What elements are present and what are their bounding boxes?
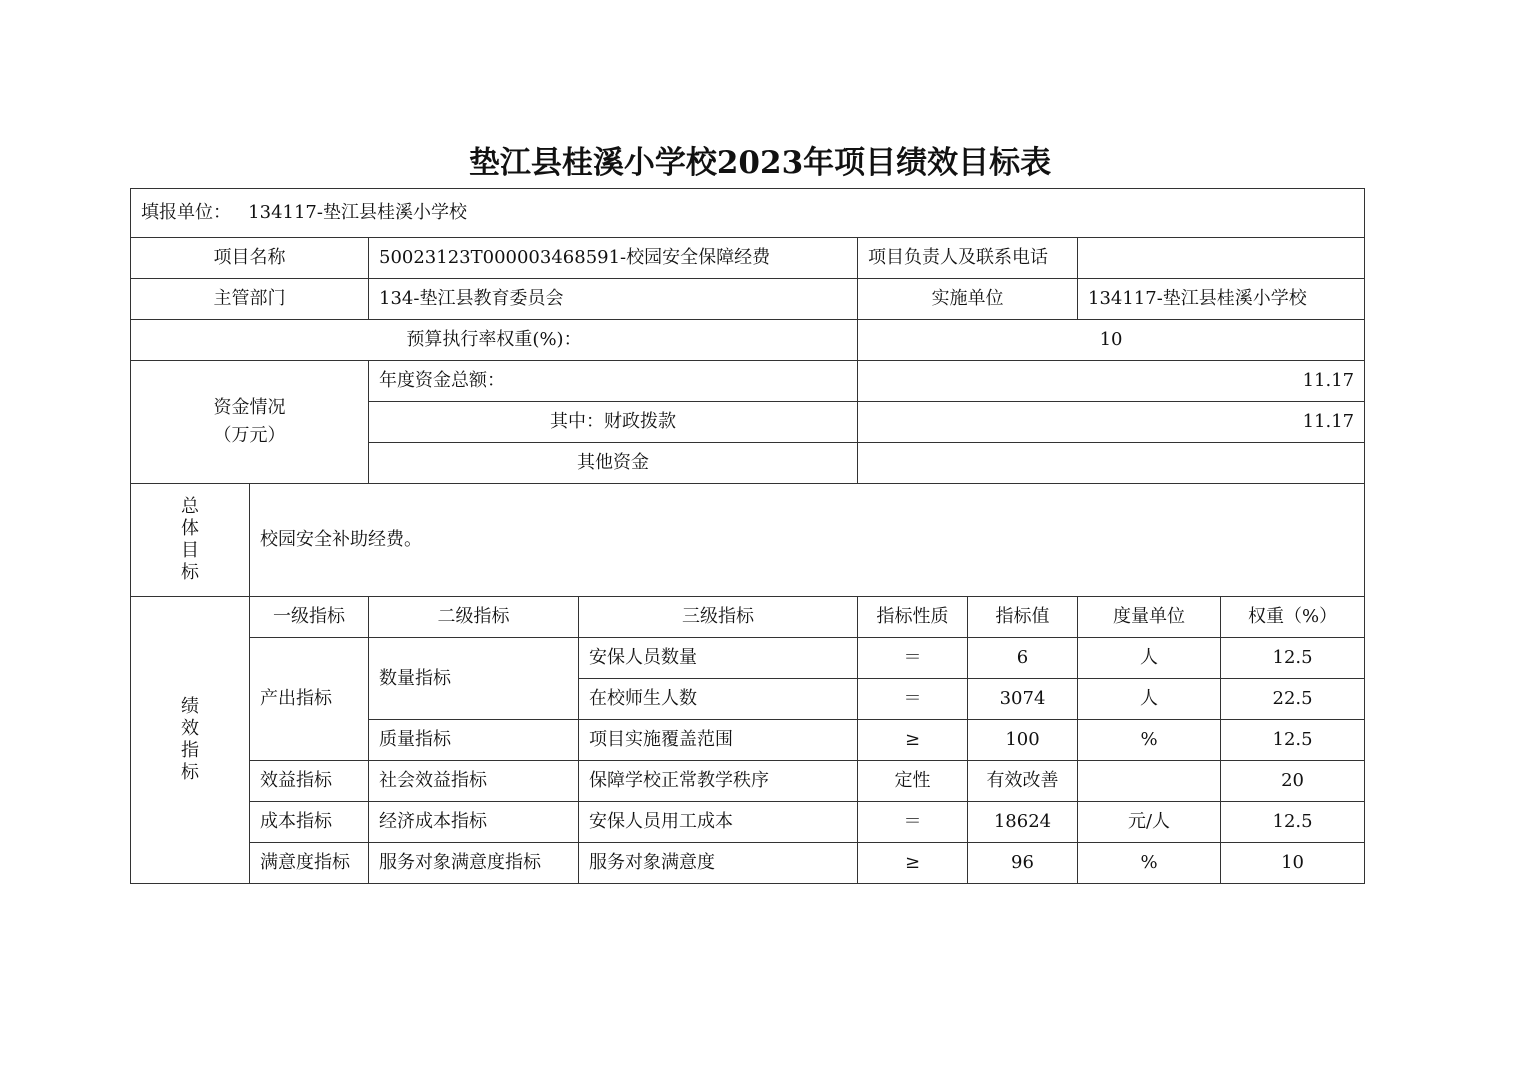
- funds-total-value: 11.17: [858, 361, 1365, 402]
- goal-char: 目: [181, 540, 199, 561]
- value-cell: 有效改善: [968, 761, 1078, 802]
- value-cell: 18624: [968, 802, 1078, 843]
- indicator-char: 指: [181, 740, 199, 761]
- level1-cell: 成本指标: [250, 802, 369, 843]
- funds-label-line1: 资金情况: [213, 397, 286, 418]
- level1-cell: 效益指标: [250, 761, 369, 802]
- weight-cell: 22.5: [1221, 679, 1365, 720]
- performance-target-table: [130, 188, 1365, 884]
- indicator-char: 效: [181, 718, 199, 739]
- table-row: [131, 484, 1365, 597]
- table-row: [131, 843, 1365, 884]
- value-cell: 100: [968, 720, 1078, 761]
- table-row: [131, 638, 1365, 679]
- indicators-label: [131, 597, 250, 884]
- nature-cell: ≥: [858, 720, 968, 761]
- level3-cell: 在校师生人数: [579, 679, 858, 720]
- level2-cell: 经济成本指标: [369, 802, 579, 843]
- funds-label-line2: （万元）: [213, 425, 286, 446]
- table-row: [131, 238, 1365, 279]
- table-row: [131, 761, 1365, 802]
- level3-cell: 安保人员数量: [579, 638, 858, 679]
- header-unit: 度量单位: [1078, 597, 1221, 638]
- filler-unit-cell: [131, 189, 1365, 238]
- unit-cell: %: [1078, 843, 1221, 884]
- table-row: [131, 802, 1365, 843]
- impl-unit-label: 实施单位: [858, 279, 1078, 320]
- nature-cell: ＝: [858, 802, 968, 843]
- unit-cell: %: [1078, 720, 1221, 761]
- unit-cell: 人: [1078, 679, 1221, 720]
- table-row: [131, 597, 1365, 638]
- funds-label: [131, 361, 369, 484]
- funds-fiscal-label: 其中：财政拨款: [369, 402, 858, 443]
- filler-unit-value: 134117-垫江县桂溪小学校: [248, 202, 467, 223]
- project-contact-value: [1078, 238, 1365, 279]
- header-level1: 一级指标: [250, 597, 369, 638]
- dept-value: 134-垫江县教育委员会: [369, 279, 858, 320]
- weight-cell: 12.5: [1221, 802, 1365, 843]
- funds-other-value: [858, 443, 1365, 484]
- indicator-char: 绩: [181, 696, 199, 717]
- goal-char: 总: [181, 496, 199, 517]
- level1-cell: 满意度指标: [250, 843, 369, 884]
- nature-cell: ＝: [858, 679, 968, 720]
- header-value: 指标值: [968, 597, 1078, 638]
- goal-char: 标: [181, 562, 199, 583]
- level2-cell: 社会效益指标: [369, 761, 579, 802]
- nature-cell: 定性: [858, 761, 968, 802]
- funds-total-label: 年度资金总额：: [369, 361, 858, 402]
- funds-other-label: 其他资金: [369, 443, 858, 484]
- level2-quantity: 数量指标: [369, 638, 579, 720]
- dept-label: 主管部门: [131, 279, 369, 320]
- level3-cell: 安保人员用工成本: [579, 802, 858, 843]
- project-name-value: 50023123T000003468591-校园安全保障经费: [369, 238, 858, 279]
- header-level2: 二级指标: [369, 597, 579, 638]
- page-title: 垫江县桂溪小学校2023年项目绩效目标表: [468, 145, 1052, 181]
- table-row: [131, 320, 1365, 361]
- level3-cell: 保障学校正常教学秩序: [579, 761, 858, 802]
- table-row: [131, 279, 1365, 320]
- indicator-char: 标: [181, 762, 199, 783]
- level3-cell: 服务对象满意度: [579, 843, 858, 884]
- table-row: [131, 361, 1365, 402]
- value-cell: 6: [968, 638, 1078, 679]
- value-cell: 3074: [968, 679, 1078, 720]
- table-row: [131, 189, 1365, 238]
- level2-cell: 服务对象满意度指标: [369, 843, 579, 884]
- budget-weight-value: 10: [858, 320, 1365, 361]
- overall-goal-text: 校园安全补助经费。: [250, 484, 1365, 597]
- unit-cell: [1078, 761, 1221, 802]
- impl-unit-value: 134117-垫江县桂溪小学校: [1078, 279, 1365, 320]
- weight-cell: 12.5: [1221, 720, 1365, 761]
- funds-fiscal-value: 11.17: [858, 402, 1365, 443]
- header-nature: 指标性质: [858, 597, 968, 638]
- nature-cell: ＝: [858, 638, 968, 679]
- goal-char: 体: [181, 518, 199, 539]
- header-weight: 权重（%）: [1221, 597, 1365, 638]
- unit-cell: 元/人: [1078, 802, 1221, 843]
- value-cell: 96: [968, 843, 1078, 884]
- budget-weight-label: 预算执行率权重(%)：: [131, 320, 858, 361]
- header-level3: 三级指标: [579, 597, 858, 638]
- level3-cell: 项目实施覆盖范围: [579, 720, 858, 761]
- project-name-label: 项目名称: [131, 238, 369, 279]
- nature-cell: ≥: [858, 843, 968, 884]
- weight-cell: 20: [1221, 761, 1365, 802]
- unit-cell: 人: [1078, 638, 1221, 679]
- weight-cell: 12.5: [1221, 638, 1365, 679]
- overall-goal-label: [131, 484, 250, 597]
- project-contact-label: 项目负责人及联系电话: [858, 238, 1078, 279]
- filler-unit-label: 填报单位：: [141, 202, 231, 223]
- weight-cell: 10: [1221, 843, 1365, 884]
- level2-cell: 质量指标: [369, 720, 579, 761]
- level1-output: 产出指标: [250, 638, 369, 761]
